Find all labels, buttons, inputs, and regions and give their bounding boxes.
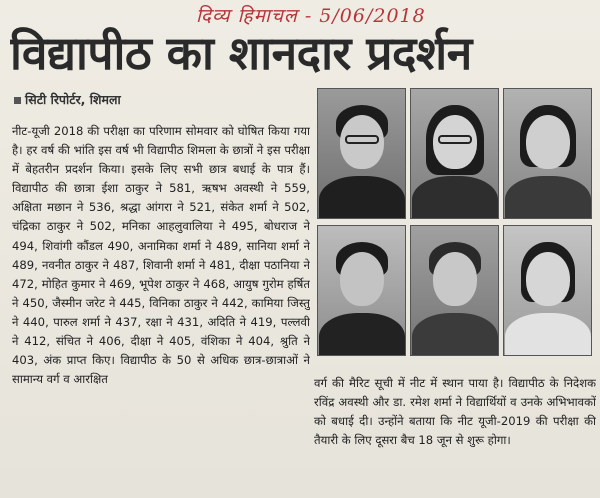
byline [14, 91, 314, 109]
article-continuation-column [314, 374, 596, 494]
handwritten-date-note: दिव्य हिमाचल - 5/06/2018 [196, 5, 426, 27]
student-photo-1 [317, 88, 406, 219]
student-photo-6 [503, 225, 592, 356]
student-photo-4 [317, 225, 406, 356]
byline-text: सिटी रिपोर्टर, शिमला [25, 92, 121, 107]
bullet-square-icon [14, 97, 21, 104]
student-photo-5 [410, 225, 499, 356]
student-photo-3 [503, 88, 592, 219]
student-photo-grid [314, 88, 596, 356]
headline: विद्यापीठ का शानदार प्रदर्शन [10, 26, 472, 80]
article-body-column [12, 122, 310, 494]
student-photo-2 [410, 88, 499, 219]
article-continuation-text: वर्ग की मैरिट सूची में नीट में स्थान पाया है। विद्यापीठ के निदेशक रविंद्र अवस्थी और डा. रमेश शर्मा ने विद्यार्थियों व उनके अभिभावकों को बधाई दी। उन्होंने बताया कि नीट यूजी-2019 की परीक्षा की तैयारी के लिए दूसरा बैच 18 जून से शुरू होगा। [314, 376, 596, 448]
article-body-text: नीट-यूजी 2018 की परीक्षा का परिणाम सोमवार को घोषित किया गया है। हर वर्ष की भांति इस वर्ष भी विद्यापीठ शिमला के छात्रों ने इस परीक्षा में बेहतरीन प्रदर्शन किया। इसके लिए सभी छात्र बधाई के पात्र हैं। विद्यापीठ की छात्रा ईशा ठाकुर ने 581, ऋषभ अवस्थी ने 559, अक्षिता मछान ने 536, श्रद्धा आंगरा ने 521, संकेत शर्मा ने 502, चंद्रिका ठाकुर ने 502, मनिका आहलुवालिया ने 495, बोधराज ने 494, शिवांगी कौंडल 490, अनामिका शर्मा ने 489, सानिया शर्मा ने 489, नवनीत ठाकुर ने 487, शिवानी शर्मा ने 481, दीक्षा पठानिया ने 472, मोहित कुमार ने 469, भूपेश ठाकुर ने 468, आयुष गुरोम हर्षित ने 450, जैस्मीन जरेट ने 445, विनिका ठाकुर ने 442, कामिया जिस्तु ने 440, पारुल शर्मा ने 437, रक्षा ने 431, अदिति ने 419, पल्लवी ने 412, संचित ने 406, दीक्षा ने 405, वंशिका ने 404, श्रुति ने 403, अंक प्राप्त किए। विद्यापीठ के 50 से अधिक छात्र-छात्राओं ने सामान्य वर्ग व आरक्षित [12, 124, 310, 387]
